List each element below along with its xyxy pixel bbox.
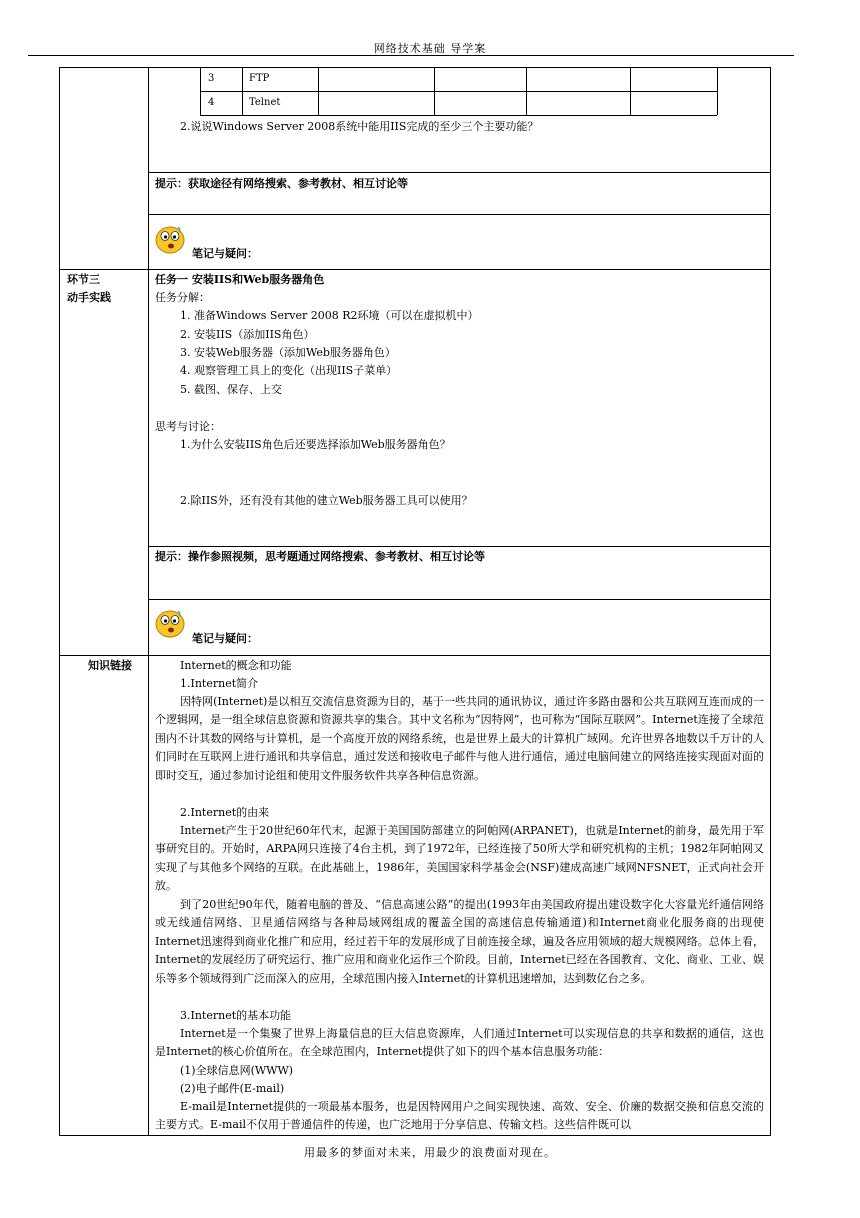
knowledge-paragraph: 因特网(Internet)是以相互交流信息资源为目的，基于一些共同的通讯协议，通过许多路由器和公共互联网互连而成的一个逻辑网，是一组全球信息资源和资源共享的集合。其中文名称为“因特网”，也可称为“国际互联网”。Internet连接了全球范围内不计其数的网络与计算机，是一个高度开放的网络系统，也是世界上最大的计算机广域网。允许世界各地数以千万计的人们同时在互联网上进行通讯和共享信息，通过发送和接收电子邮件与他人进行通信，通过电脑间建立的网络连接实现面对面的即时交互，通过参加讨论组和使用文件服务软件共享各种信息资源。 (155, 695, 764, 782)
inner-table-vline (526, 67, 527, 115)
table-row-num: 4 (208, 97, 215, 108)
task-step: 2. 安装IIS（添加IIS角色） (180, 328, 315, 341)
task-title: 任务一 安装IIS和Web服务器角色 (155, 273, 325, 286)
notes-label: 笔记与疑问： (192, 247, 258, 260)
row-divider (148, 599, 770, 600)
inner-table-vline (434, 67, 435, 115)
table-row-protocol: Telnet (249, 97, 281, 108)
inner-table-vline (630, 67, 631, 115)
row-divider (148, 546, 770, 547)
section-divider (59, 269, 771, 270)
table-right-border (770, 67, 771, 1135)
knowledge-list-item: (2)电子邮件(E-mail) (180, 1082, 285, 1095)
table-left-border (59, 67, 60, 1135)
discussion-question: 2.除IIS外，还有没有其他的建立Web服务器工具可以使用？ (180, 494, 473, 507)
section-divider (59, 655, 771, 656)
knowledge-paragraph: 到了20世纪90年代，随着电脑的普及、“信息高速公路”的提出(1993年由美国政府提出建设数字化大容量光纤通信网络或无线通信网络、卫星通信网络与各种局域网组成的覆盖全国的高速信息传输通道)和Internet商业化服务商的出现使Internet迅速得到商业化推广和应用，经过若干年的发展形成了目前连接全球，遍及各应用领域的超大规模网络。总体上看，Internet的发展经历了研究运行、推广应用和商业化运作三个阶段。目前，Internet已经在各国教育、文化、商业、工业、娱乐等多个领域得到广泛而深入的应用，全球范围内接入Internet的计算机迅速增加，达到数亿台之多。 (155, 898, 764, 985)
knowledge-paragraph: Internet是一个集聚了世界上海量信息的巨大信息资源库，人们通过Internet可以实现信息的共享和数据的通信，这也是Internet的核心价值所在。在全球范围内，Internet提供了如下的四个基本信息服务功能： (155, 1027, 764, 1059)
row-divider (148, 214, 770, 215)
inner-table-line (200, 67, 717, 68)
task-step: 3. 安装Web服务器（添加Web服务器角色） (180, 346, 396, 359)
section-label: 环节三 (67, 273, 100, 286)
inner-table-line (200, 91, 717, 92)
inner-table-vline (717, 67, 718, 115)
task-step: 1. 准备Windows Server 2008 R2环境（可以在虚拟机中） (180, 309, 479, 322)
inner-table-vline (200, 67, 201, 115)
page-footer: 用最多的梦面对未来，用最少的浪费面对现在。 (304, 1146, 556, 1159)
section-label: 动手实践 (67, 291, 111, 304)
table-col-divider (148, 67, 149, 1135)
page-header: 网络技术基础 导学案 (373, 42, 487, 55)
table-row-protocol: FTP (249, 73, 270, 84)
row-divider (148, 172, 770, 173)
discussion-label: 思考与讨论： (155, 420, 221, 433)
knowledge-heading: 3.Internet的基本功能 (180, 1009, 292, 1022)
tip-text: 提示：操作参照视频，思考题通过网络搜索、参考教材、相互讨论等 (155, 550, 485, 563)
notes-label: 笔记与疑问： (192, 632, 258, 645)
knowledge-paragraph: Internet产生于20世纪60年代末，起源于美国国防部建立的阿帕网(ARPANET)，也就是Internet的前身，最先用于军事研究目的。开始时，ARPA网只连接了4台主机，到了1972年，已经连接了50所大学和研究机构的主机；1982年阿帕网又实现了与其他多个网络的互联。在此基础上，1986年，美国国家科学基金会(NSF)建成高速广域网NFSNET，正式向社会开放。 (155, 824, 764, 893)
tip-text: 提示：获取途径有网络搜索、参考教材、相互讨论等 (155, 177, 408, 190)
knowledge-paragraph: E-mail是Internet提供的一项最基本服务，也是因特网用户之间实现快速、高效、安全、价廉的数据交换和信息交流的主要方式。E-mail不仅用于普通信件的传递，也广泛地用于分享信息、传输文档。这些信件既可以 (155, 1100, 764, 1132)
inner-table-vline (318, 67, 319, 115)
table-bottom-border (59, 1135, 771, 1136)
discussion-question: 1.为什么安装IIS角色后还要选择添加Web服务器角色？ (180, 438, 451, 451)
task-step: 4. 观察管理工具上的变化（出现IIS子菜单） (180, 364, 398, 377)
knowledge-title: Internet的概念和功能 (180, 659, 292, 672)
confused-face-icon (154, 224, 186, 254)
task-breakdown-label: 任务分解： (155, 291, 210, 304)
table-row-num: 3 (208, 73, 215, 84)
confused-face-icon (154, 608, 186, 638)
knowledge-heading: 1.Internet简介 (180, 677, 259, 690)
section-label: 知识链接 (88, 659, 132, 672)
task-step: 5. 截图、保存、上交 (180, 383, 282, 396)
header-rule (28, 55, 794, 56)
knowledge-heading: 2.Internet的由来 (180, 806, 270, 819)
inner-table-vline (242, 67, 243, 115)
inner-table-line (200, 115, 717, 116)
knowledge-list-item: (1)全球信息网(WWW) (180, 1064, 294, 1077)
question-2: 2.说说Windows Server 2008系统中能用IIS完成的至少三个主要功能？ (180, 120, 539, 133)
